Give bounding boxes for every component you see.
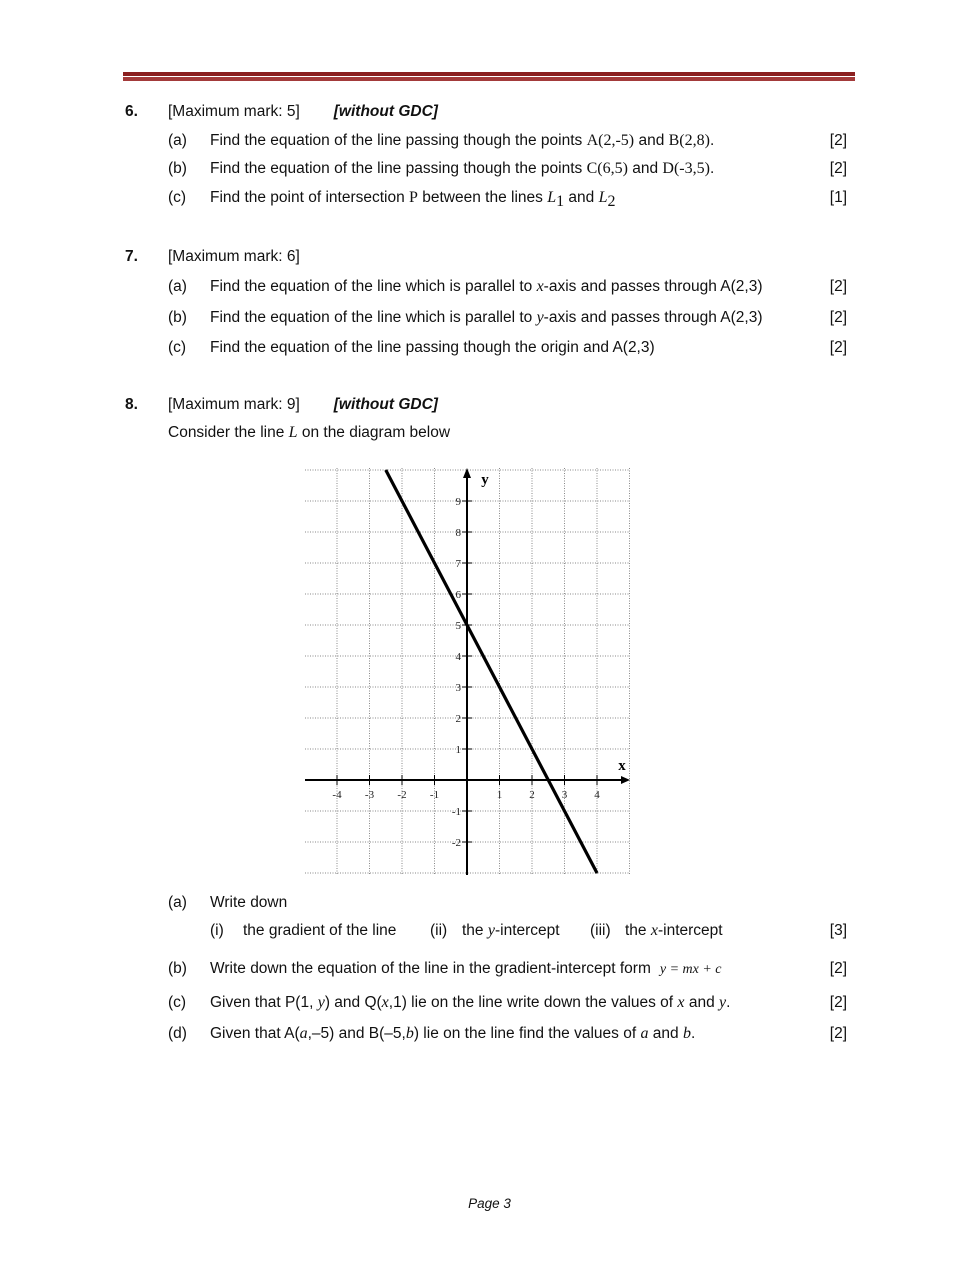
q8-part-a-mark: [3] <box>829 922 847 939</box>
question-6-number: 6. <box>125 103 138 120</box>
x-tick-label: -1 <box>429 789 440 801</box>
x-axis-arrow <box>621 776 630 784</box>
q7-part-c-text: Find the equation of the line passing though the origin and A(2,3) <box>210 339 655 356</box>
y-axis-arrow <box>463 468 471 478</box>
q8-part-b-label: (b) <box>168 960 187 977</box>
q8-part-c-label: (c) <box>168 994 187 1011</box>
x-axis-label: x <box>618 758 626 774</box>
y-tick-label: 8 <box>455 527 461 539</box>
q7-part-c-label: (c) <box>168 339 187 356</box>
formula: y = mx + c <box>659 962 722 977</box>
y-tick-label: 3 <box>455 682 461 694</box>
line-L <box>386 470 597 873</box>
q6-part-b-label: (b) <box>168 160 187 177</box>
q8-part-b-text: Write down the equation of the line in the gradient-intercept form y = mx + c <box>210 960 722 977</box>
q8-part-a-sub-iii-text: the x-intercept <box>625 922 723 939</box>
q7-part-a-text: Find the equation of the line which is parallel to x-axis and passes through A(2,3) <box>210 278 763 295</box>
q8-part-a-sub-i-label: (i) <box>210 922 224 939</box>
q8-part-a-text: Write down <box>210 894 288 911</box>
question-8-intro: Consider the line L on the diagram below <box>168 424 451 441</box>
y-tick-label: -2 <box>451 837 461 849</box>
q6-part-b-mark: [2] <box>829 160 847 177</box>
x-tick-label: -2 <box>397 789 407 801</box>
q8-part-d-mark: [2] <box>829 1025 847 1042</box>
q8-part-d-text: Given that A(a,–5) and B(–5,b) lie on the line find the values of a and b. <box>210 1025 696 1042</box>
x-tick-label: 3 <box>561 789 568 801</box>
y-tick-label: 4 <box>455 651 461 663</box>
q6-part-c-label: (c) <box>168 189 187 206</box>
question-7-number: 7. <box>125 248 138 265</box>
y-tick-label: 6 <box>455 589 461 601</box>
question-8-number: 8. <box>125 396 138 413</box>
q6-part-a-text: Find the equation of the line passing though the points A(2,-5) and B(2,8). <box>210 132 715 149</box>
line-graph <box>300 460 640 880</box>
x-tick-label: -3 <box>364 789 375 801</box>
q8-part-a-sub-ii-label: (ii) <box>430 922 448 939</box>
q6-part-b-text: Find the equation of the line passing though the points C(6,5) and D(-3,5). <box>210 160 715 177</box>
x-tick-label: 2 <box>529 789 535 801</box>
q8-part-b-mark: [2] <box>829 960 847 977</box>
y-tick-label: 9 <box>455 496 461 508</box>
q7-part-b-mark: [2] <box>829 309 847 326</box>
q6-part-a-mark: [2] <box>829 132 847 149</box>
q8-part-c-mark: [2] <box>829 994 847 1011</box>
y-tick-label: 1 <box>455 744 461 756</box>
y-tick-label: -1 <box>451 806 461 818</box>
page-number: Page 3 <box>468 1196 511 1211</box>
q8-part-c-text: Given that P(1, y) and Q(x,1) lie on the line write down the values of x and y. <box>210 994 731 1011</box>
header-rule <box>123 72 855 81</box>
q8-part-a-sub-i-text: the gradient of the line <box>243 922 397 939</box>
question-6-header: [Maximum mark: 5] [without GDC] <box>168 103 438 120</box>
q7-part-b-label: (b) <box>168 309 187 326</box>
x-tick-label: 1 <box>496 789 503 801</box>
x-tick-label: 4 <box>594 789 600 801</box>
q7-part-a-label: (a) <box>168 278 187 295</box>
q7-part-b-text: Find the equation of the line which is parallel to y-axis and passes through A(2,3) <box>210 309 763 326</box>
y-tick-label: 2 <box>455 713 461 725</box>
q7-part-c-mark: [2] <box>829 339 847 356</box>
y-tick-label: 5 <box>455 620 461 632</box>
q8-part-a-sub-ii-text: the y-intercept <box>462 922 560 939</box>
question-7-header: [Maximum mark: 6] <box>168 248 300 265</box>
q6-part-c-text: Find the point of intersection P between the lines $L_1$ and $L_2$ <box>210 189 616 211</box>
q8-part-a-sub-iii-label: (iii) <box>590 922 611 939</box>
x-tick-label: -4 <box>332 789 342 801</box>
y-axis-label: y <box>481 472 489 488</box>
y-tick-label: 7 <box>455 558 461 570</box>
q6-part-a-label: (a) <box>168 132 187 149</box>
q7-part-a-mark: [2] <box>829 278 847 295</box>
q6-part-c-mark: [1] <box>829 189 847 206</box>
q8-part-a-label: (a) <box>168 894 187 911</box>
q8-part-d-label: (d) <box>168 1025 187 1042</box>
question-8-header: [Maximum mark: 9] [without GDC] <box>168 396 438 413</box>
